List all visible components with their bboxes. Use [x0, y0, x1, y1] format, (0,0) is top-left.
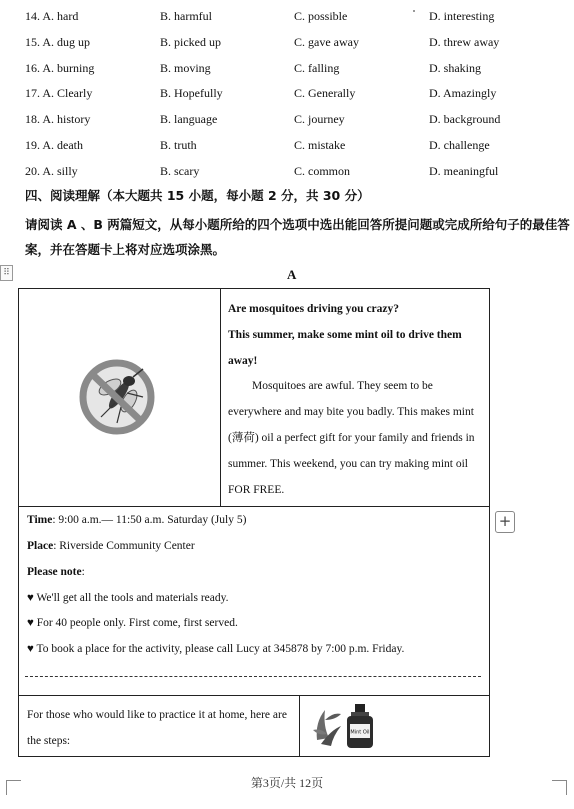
option-b: B. harmful	[160, 9, 212, 23]
option-b: B. scary	[160, 164, 200, 178]
option-row-19	[0, 138, 574, 156]
option-c: C. Generally	[294, 86, 356, 100]
dashed-divider	[25, 676, 481, 677]
time-label: Time	[27, 514, 53, 526]
column-divider	[220, 289, 221, 506]
ad-table-bottom-row	[18, 695, 490, 757]
option-a: 20. A. silly	[25, 164, 78, 178]
option-a: 14. A. hard	[25, 9, 79, 23]
option-d: D. background	[429, 112, 501, 126]
option-d: D. meaningful	[429, 164, 499, 178]
section-heading: 四、阅读理解（本大题共 15 小题，每小题 2 分，共 30 分）	[25, 188, 370, 203]
column-divider	[299, 696, 300, 756]
option-a: 19. A. death	[25, 138, 83, 152]
home-steps-intro: For those who would like to practice it at home, here are the steps:	[27, 709, 287, 747]
option-d: D. shaking	[429, 61, 481, 75]
note-line	[27, 566, 85, 578]
note-item: ♥ To book a place for the activity, please call Lucy at 345878 by 7:00 p.m. Friday.	[27, 643, 405, 655]
no-mosquito-icon	[77, 357, 157, 437]
option-c: C. mistake	[294, 138, 346, 152]
table-move-handle[interactable]: ⠿	[0, 265, 13, 281]
option-c: C. falling	[294, 61, 340, 75]
option-c: C. common	[294, 164, 350, 178]
option-b: B. truth	[160, 138, 197, 152]
place-line	[27, 540, 195, 552]
option-a: 16. A. burning	[25, 61, 95, 75]
note-colon: :	[81, 566, 85, 578]
ad-intro	[228, 297, 488, 503]
ad-table-top-row	[18, 288, 490, 507]
section-instruction: 请阅读 A 、B 两篇短文，从每小题所给的四个选项中选出能回答所提问题或完成所给句子的最佳答案，并在答题卡上将对应选项涂黑。	[25, 217, 570, 257]
option-c: C. possible	[294, 9, 348, 23]
mint-oil-bottle-icon	[311, 700, 381, 752]
time-value: : 9:00 a.m.— 11:50 a.m. Saturday (July 5)	[52, 514, 247, 526]
option-b: B. language	[160, 112, 218, 126]
ad-headline: This summer, make some mint oil to drive them away!	[228, 328, 462, 367]
option-row-14	[0, 9, 574, 27]
ad-question: Are mosquitoes driving you crazy?	[228, 303, 400, 315]
note-item: ♥ For 40 people only. First come, first served.	[27, 617, 238, 629]
option-a: 15. A. dug up	[25, 35, 91, 49]
option-b: B. picked up	[160, 35, 221, 49]
option-b: B. moving	[160, 61, 211, 75]
option-a: 18. A. history	[25, 112, 91, 126]
place-value: : Riverside Community Center	[53, 540, 195, 552]
option-row-20	[0, 164, 574, 182]
option-d: D. challenge	[429, 138, 490, 152]
note-label: Please note	[27, 566, 82, 578]
option-b: B. Hopefully	[160, 86, 223, 100]
passage-label: A	[287, 267, 297, 282]
option-row-17	[0, 86, 574, 104]
option-row-18	[0, 112, 574, 130]
option-d: D. interesting	[429, 9, 495, 23]
option-row-16	[0, 61, 574, 79]
time-line	[27, 514, 246, 526]
option-c: C. gave away	[294, 35, 359, 49]
option-a: 17. A. Clearly	[25, 86, 93, 100]
option-d: D. threw away	[429, 35, 500, 49]
bottle-label: Mint Oil	[350, 729, 370, 736]
option-row-15	[0, 35, 574, 53]
note-item: ♥ We'll get all the tools and materials ready.	[27, 592, 229, 604]
ad-table-details-row	[18, 505, 490, 696]
option-c: C. journey	[294, 112, 345, 126]
page-footer: 第3页/共 12页	[250, 776, 324, 790]
option-d: D. Amazingly	[429, 86, 497, 100]
ad-body: Mosquitoes are awful. They seem to be everywhere and may bite you badly. This makes mint (薄荷) oil a perfect gift for your family and friends in summer. This weekend, you can try making mint oil FOR FREE.	[228, 380, 475, 496]
place-label: Place	[27, 540, 54, 552]
add-row-button[interactable]: +	[495, 511, 515, 533]
